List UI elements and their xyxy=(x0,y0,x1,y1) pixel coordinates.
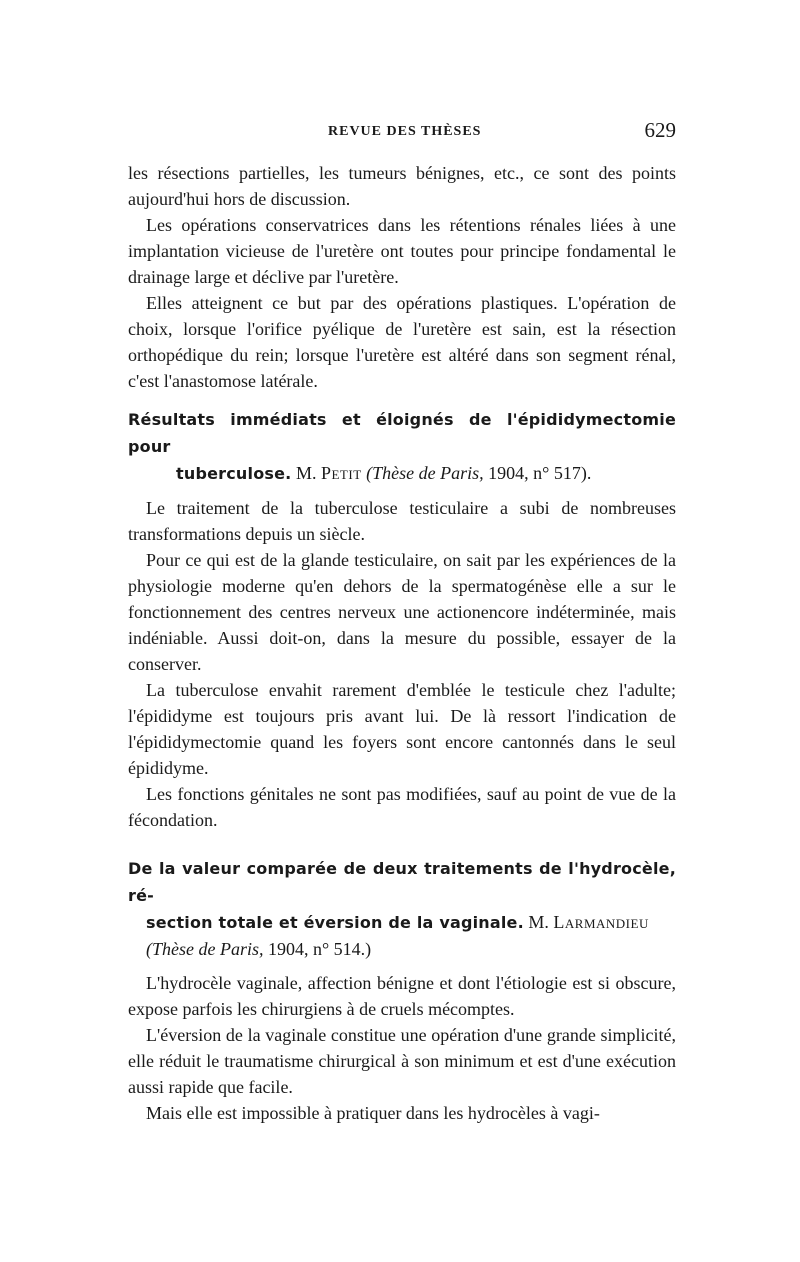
heading-line xyxy=(128,936,676,962)
source-year: 1904, n° 517). xyxy=(488,463,592,483)
paragraph: Les fonctions génitales ne sont pas modifiées, sauf au point de vue de la fécondation. xyxy=(128,784,676,830)
page-number: 629 xyxy=(644,118,676,142)
heading-line xyxy=(128,406,676,460)
heading-title-line1: Résultats immédiats et éloignés de l'épididymectomie pour xyxy=(128,410,676,456)
intro-text xyxy=(128,160,676,394)
paragraph: Mais elle est impossible à pratiquer dans les hydrocèles à vagi- xyxy=(146,1103,600,1123)
author-name: Larmandieu xyxy=(553,912,649,932)
heading-title-line2: section totale et éversion de la vaginale. xyxy=(146,913,524,932)
heading-title-line1: De la valeur comparée de deux traitements de l'hydrocèle, ré- xyxy=(128,859,676,905)
section-heading-hydrocele xyxy=(128,855,676,962)
source-label: (Thèse de Paris, xyxy=(146,939,264,959)
paragraph: L'hydrocèle vaginale, affection bénigne et dont l'étiologie est si obscure, expose parfois les chirurgiens à de cruels mécomptes. xyxy=(128,973,676,1019)
section-heading-epididymectomie xyxy=(128,406,676,487)
paragraph: Elles atteignent ce but par des opérations plastiques. L'opération de choix, lorsque l'orifice pyélique de l'uretère est sain, est la résection orthopédique du rein; lorsque l'uretère est altéré dans son segment rénal, c'est l'anastomose latérale. xyxy=(128,293,676,391)
heading-line xyxy=(128,855,676,909)
paragraph: les résections partielles, les tumeurs bénignes, etc., ce sont des points aujourd'hui hors de discussion. xyxy=(128,163,676,209)
heading-line xyxy=(128,460,676,487)
section-body-hydrocele xyxy=(128,970,676,1126)
paragraph: L'éversion de la vaginale constitue une opération d'une grande simplicité, elle réduit le traumatisme chirurgical à son minimum et est d'une exécution aussi rapide que facile. xyxy=(128,1025,676,1097)
paragraph: La tuberculose envahit rarement d'emblée le testicule chez l'adulte; l'épididyme est toujours pris avant lui. De là ressort l'indication de l'épididymectomie quand les foyers sont encore cantonnés dans le seul épididyme. xyxy=(128,680,676,778)
paragraph: Le traitement de la tuberculose testiculaire a subi de nombreuses transformations depuis un siècle. xyxy=(128,498,676,544)
author-prefix: M. xyxy=(295,463,317,483)
section-body-epididymectomie xyxy=(128,495,676,833)
source-year: 1904, n° 514.) xyxy=(267,939,372,959)
paragraph: Les opérations conservatrices dans les rétentions rénales liées à une implantation vicieuse de l'uretère ont toutes pour principe fondamental le drainage large et déclive par l'uretère. xyxy=(128,215,676,287)
heading-line xyxy=(128,909,676,936)
paragraph: Pour ce qui est de la glande testiculaire, on sait par les expériences de la physiologie moderne qu'en dehors de la spermatogénèse elle a sur le fonctionnement des centres nerveux une actionencore indéterminée, mais indéniable. Aussi doit-on, dans la mesure du possible, essayer de la conserver. xyxy=(128,550,676,674)
author-prefix: M. xyxy=(528,912,549,932)
running-head xyxy=(128,118,676,146)
book-page xyxy=(128,118,676,1126)
heading-title-line2: tuberculose. xyxy=(176,464,292,483)
source-label: (Thèse de Paris, xyxy=(366,463,484,483)
author-name: Petit xyxy=(320,463,362,483)
running-title: REVUE DES THÈSES xyxy=(328,124,482,139)
